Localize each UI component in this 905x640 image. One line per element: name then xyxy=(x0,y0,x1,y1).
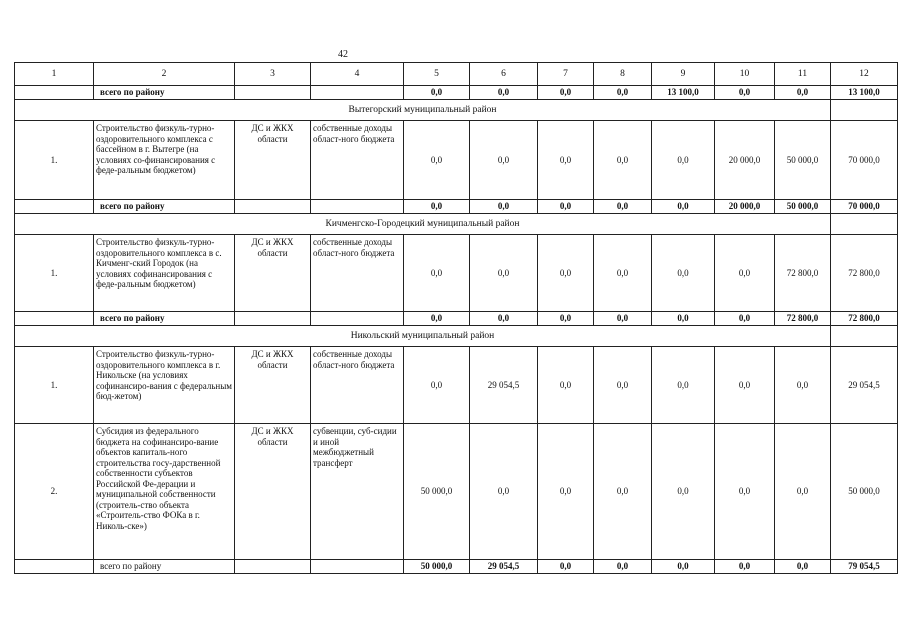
amount-cell: 0,0 xyxy=(652,424,715,560)
empty-cell xyxy=(235,560,311,574)
empty-cell xyxy=(311,200,404,214)
district-name: Никольский муниципальный район xyxy=(15,326,831,347)
district-name: Вытегорский муниципальный район xyxy=(15,100,831,121)
amount-cell: 0,0 xyxy=(470,235,538,312)
amount-cell: 0,0 xyxy=(470,200,538,214)
amount-cell: 0,0 xyxy=(775,560,831,574)
amount-cell: 0,0 xyxy=(652,312,715,326)
amount-cell: 72 800,0 xyxy=(775,235,831,312)
district-heading-row xyxy=(15,214,898,235)
funding-source: собственные доходы област-ного бюджета xyxy=(311,235,404,312)
total-label: всего по району xyxy=(94,560,235,574)
amount-cell: 0,0 xyxy=(538,560,594,574)
amount-cell: 72 800,0 xyxy=(831,312,898,326)
amount-cell: 0,0 xyxy=(404,347,470,424)
column-header: 5 xyxy=(404,63,470,86)
column-header: 8 xyxy=(594,63,652,86)
empty-cell xyxy=(15,200,94,214)
responsible-party: ДС и ЖКХ области xyxy=(235,424,311,560)
amount-cell: 0,0 xyxy=(594,200,652,214)
amount-cell: 0,0 xyxy=(470,86,538,100)
responsible-party: ДС и ЖКХ области xyxy=(235,235,311,312)
district-name: Кичменгско-Городецкий муниципальный район xyxy=(15,214,831,235)
amount-cell: 0,0 xyxy=(404,235,470,312)
project-name: Субсидия из федерального бюджета на софинансиро-вание объектов капиталь-ного строительства госу-дарственной собственности субъектов Российской Фе-дерации и муниципальной собственности (строитель-ство объекта «Строитель-ство ФОКа в г. Николь-ске») xyxy=(94,424,235,560)
empty-cell xyxy=(311,312,404,326)
amount-cell: 50 000,0 xyxy=(775,121,831,200)
item-number: 1. xyxy=(15,347,94,424)
column-header: 12 xyxy=(831,63,898,86)
empty-cell xyxy=(311,86,404,100)
empty-cell xyxy=(235,86,311,100)
amount-cell: 0,0 xyxy=(594,560,652,574)
amount-cell: 0,0 xyxy=(594,424,652,560)
project-name: Строительство физкуль-турно-оздоровительного комплекса в с. Кичменг-ский Городок (на условиях софинансирования с феде-ральным бюджетом) xyxy=(94,235,235,312)
column-header: 1 xyxy=(15,63,94,86)
funding-source: собственные доходы област-ного бюджета xyxy=(311,347,404,424)
amount-cell: 0,0 xyxy=(404,312,470,326)
amount-cell: 0,0 xyxy=(470,424,538,560)
amount-cell: 0,0 xyxy=(715,424,775,560)
amount-cell: 0,0 xyxy=(538,347,594,424)
amount-cell: 50 000,0 xyxy=(404,424,470,560)
amount-cell: 0,0 xyxy=(652,121,715,200)
empty-cell xyxy=(235,312,311,326)
district-heading-row xyxy=(15,326,898,347)
district-total-row xyxy=(15,560,898,574)
item-number: 2. xyxy=(15,424,94,560)
amount-cell: 72 800,0 xyxy=(831,235,898,312)
amount-cell: 13 100,0 xyxy=(831,86,898,100)
empty-cell xyxy=(831,326,898,347)
project-row xyxy=(15,424,898,560)
budget-table xyxy=(14,62,898,574)
project-row xyxy=(15,235,898,312)
empty-cell xyxy=(831,214,898,235)
amount-cell: 29 054,5 xyxy=(470,347,538,424)
empty-cell xyxy=(15,86,94,100)
amount-cell: 50 000,0 xyxy=(775,200,831,214)
page-number: 42 xyxy=(338,49,348,60)
responsible-party: ДС и ЖКХ области xyxy=(235,347,311,424)
amount-cell: 20 000,0 xyxy=(715,121,775,200)
column-header: 10 xyxy=(715,63,775,86)
amount-cell: 50 000,0 xyxy=(831,424,898,560)
amount-cell: 0,0 xyxy=(652,560,715,574)
column-header: 9 xyxy=(652,63,715,86)
project-row xyxy=(15,347,898,424)
district-total-row xyxy=(15,86,898,100)
district-total-row xyxy=(15,312,898,326)
amount-cell: 70 000,0 xyxy=(831,121,898,200)
amount-cell: 0,0 xyxy=(594,235,652,312)
column-header: 4 xyxy=(311,63,404,86)
amount-cell: 0,0 xyxy=(715,347,775,424)
empty-cell xyxy=(15,312,94,326)
amount-cell: 0,0 xyxy=(538,121,594,200)
empty-cell xyxy=(15,560,94,574)
district-total-row xyxy=(15,200,898,214)
funding-source: собственные доходы област-ного бюджета xyxy=(311,121,404,200)
responsible-party: ДС и ЖКХ области xyxy=(235,121,311,200)
amount-cell: 0,0 xyxy=(594,86,652,100)
amount-cell: 0,0 xyxy=(594,121,652,200)
total-label: всего по району xyxy=(94,86,235,100)
amount-cell: 0,0 xyxy=(538,200,594,214)
amount-cell: 20 000,0 xyxy=(715,200,775,214)
item-number: 1. xyxy=(15,235,94,312)
funding-source: субвенции, суб-сидии и иной межбюджетный трансферт xyxy=(311,424,404,560)
amount-cell: 0,0 xyxy=(715,235,775,312)
amount-cell: 0,0 xyxy=(652,200,715,214)
column-header: 6 xyxy=(470,63,538,86)
amount-cell: 70 000,0 xyxy=(831,200,898,214)
column-number-header-row xyxy=(15,63,898,86)
amount-cell: 79 054,5 xyxy=(831,560,898,574)
project-name: Строительство физкуль-турно-оздоровительного комплекса с бассейном в г. Вытегре (на условиях со-финансирования с феде-ральным бюджетом) xyxy=(94,121,235,200)
column-header: 3 xyxy=(235,63,311,86)
amount-cell: 0,0 xyxy=(775,347,831,424)
column-header: 2 xyxy=(94,63,235,86)
amount-cell: 0,0 xyxy=(404,200,470,214)
amount-cell: 72 800,0 xyxy=(775,312,831,326)
project-name: Строительство физкуль-турно-оздоровительного комплекса в г. Никольске (на условиях софинансиро-вания с федеральным бюд-жетом) xyxy=(94,347,235,424)
amount-cell: 50 000,0 xyxy=(404,560,470,574)
amount-cell: 0,0 xyxy=(594,312,652,326)
column-header: 11 xyxy=(775,63,831,86)
amount-cell: 0,0 xyxy=(715,312,775,326)
amount-cell: 0,0 xyxy=(538,312,594,326)
amount-cell: 29 054,5 xyxy=(470,560,538,574)
total-label: всего по району xyxy=(94,312,235,326)
amount-cell: 0,0 xyxy=(775,424,831,560)
amount-cell: 0,0 xyxy=(715,86,775,100)
amount-cell: 0,0 xyxy=(715,560,775,574)
amount-cell: 0,0 xyxy=(404,121,470,200)
amount-cell: 13 100,0 xyxy=(652,86,715,100)
total-label: всего по району xyxy=(94,200,235,214)
empty-cell xyxy=(311,560,404,574)
amount-cell: 0,0 xyxy=(470,121,538,200)
amount-cell: 0,0 xyxy=(538,235,594,312)
empty-cell xyxy=(235,200,311,214)
amount-cell: 0,0 xyxy=(538,424,594,560)
amount-cell: 0,0 xyxy=(652,347,715,424)
item-number: 1. xyxy=(15,121,94,200)
amount-cell: 0,0 xyxy=(538,86,594,100)
column-header: 7 xyxy=(538,63,594,86)
empty-cell xyxy=(831,100,898,121)
amount-cell: 29 054,5 xyxy=(831,347,898,424)
amount-cell: 0,0 xyxy=(470,312,538,326)
district-heading-row xyxy=(15,100,898,121)
amount-cell: 0,0 xyxy=(594,347,652,424)
amount-cell: 0,0 xyxy=(652,235,715,312)
amount-cell: 0,0 xyxy=(775,86,831,100)
project-row xyxy=(15,121,898,200)
amount-cell: 0,0 xyxy=(404,86,470,100)
